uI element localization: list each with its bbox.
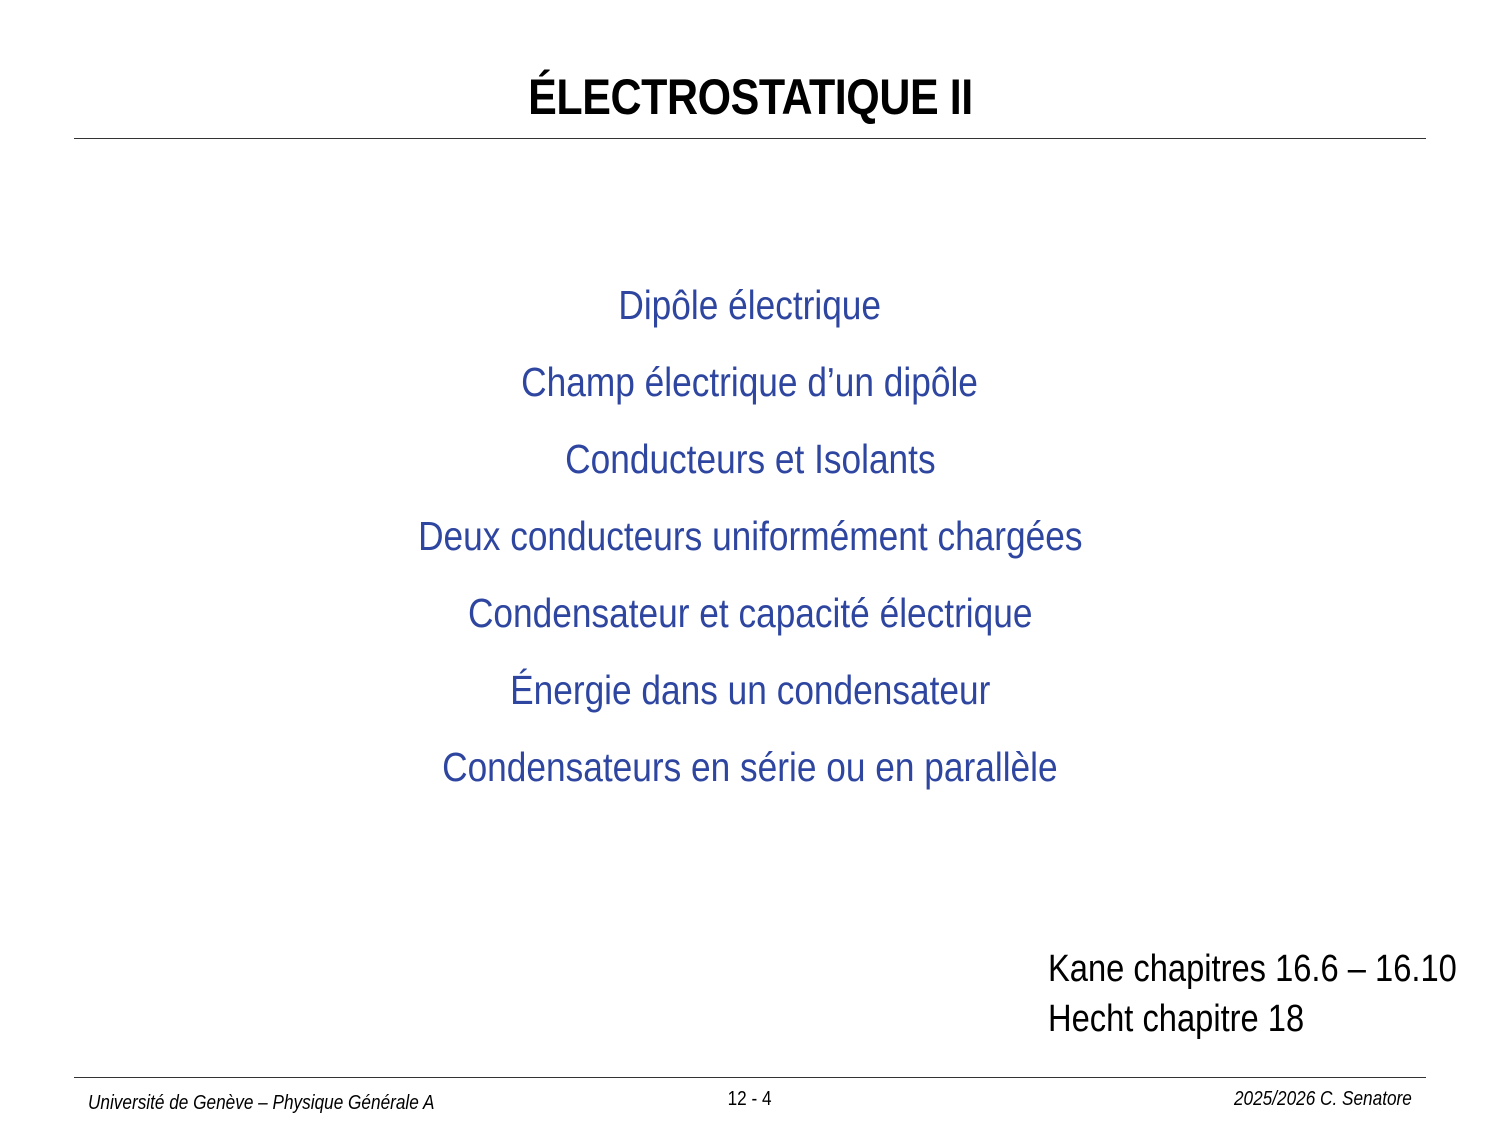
reference-text: Hecht chapitre 18 bbox=[1048, 998, 1305, 1040]
topic-text: Énergie dans un condensateur bbox=[509, 667, 991, 713]
topic-text: Deux conducteurs uniformément chargées bbox=[417, 513, 1083, 559]
topic-item bbox=[0, 355, 1500, 432]
textbook-references bbox=[1048, 944, 1500, 1044]
footer-author bbox=[1205, 1088, 1412, 1111]
topic-text: Condensateur et capacité électrique bbox=[467, 590, 1033, 636]
slide-title-text: ÉLECTROSTATIQUE II bbox=[527, 69, 973, 125]
topic-item bbox=[0, 663, 1500, 740]
topic-text: Champ électrique d’un dipôle bbox=[521, 359, 979, 405]
topic-list bbox=[0, 278, 1500, 817]
topic-text: Condensateurs en série ou en parallèle bbox=[442, 744, 1058, 790]
reference-text: Kane chapitres 16.6 – 16.10 bbox=[1048, 948, 1457, 990]
topic-text: Conducteurs et Isolants bbox=[564, 436, 936, 482]
topic-item bbox=[0, 432, 1500, 509]
footer-institution-text: Université de Genève – Physique Générale A bbox=[88, 1092, 435, 1114]
footer-divider bbox=[74, 1077, 1426, 1078]
header-divider bbox=[74, 138, 1426, 139]
slide-title bbox=[0, 62, 1500, 132]
topic-item bbox=[0, 509, 1500, 586]
topic-text: Dipôle électrique bbox=[618, 282, 882, 328]
reference-line bbox=[1048, 994, 1500, 1044]
topic-item bbox=[0, 740, 1500, 817]
topic-item bbox=[0, 586, 1500, 663]
page-number-text: 12 - 4 bbox=[728, 1088, 772, 1110]
topic-item bbox=[0, 278, 1500, 355]
reference-line bbox=[1048, 944, 1500, 994]
footer-author-text: 2025/2026 C. Senatore bbox=[1234, 1088, 1412, 1110]
